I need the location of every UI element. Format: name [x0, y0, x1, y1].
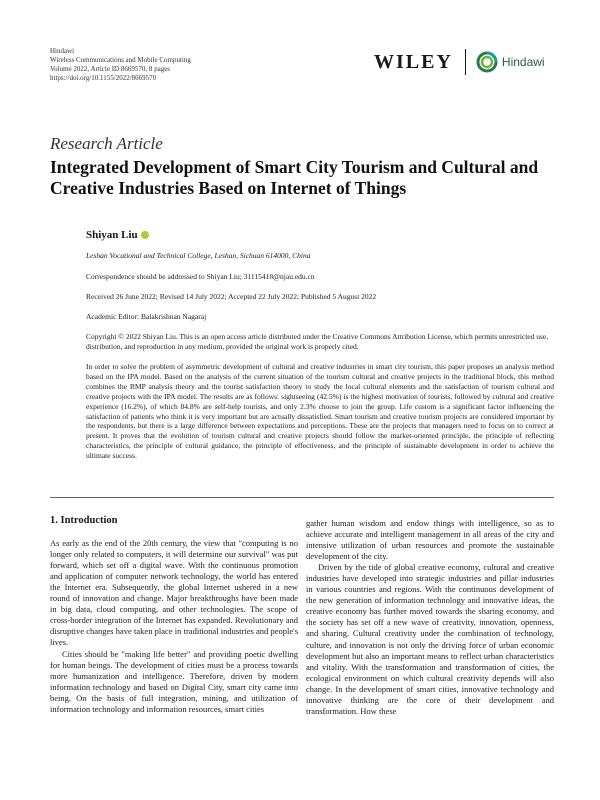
- correspondence: Correspondence should be addressed to Shiyan Liu; 31115418@njau.edu.cn: [86, 272, 315, 281]
- journal-info: [50, 47, 191, 83]
- affiliation: Leshan Vocational and Technical College, Leshan, Sichuan 614000, China: [86, 251, 311, 260]
- journal-line: Volume 2022, Article ID 8669570, 8 pages: [50, 65, 171, 73]
- logo-divider: [465, 49, 466, 75]
- hindawi-logo: Hindawi: [501, 55, 545, 69]
- publisher-logos: [374, 48, 545, 76]
- abstract: In order to solve the problem of asymmetric development of cultural and creative industries in smart city tourism, this paper proposes an analysis method based on the IPA model. Based on the analysis of the current situation of the tourism cultural and creative projects in the traditional block, this method combines the RMP analysis theory and the tourist satisfaction theory to study the local cultural elements and the satisfaction of tourism cultural and creative projects with the IPA model. The results are as follows: sightseeing (42.5%) is the highest motivation of tourists, followed by cultural and creative experience (16.2%), of which 84.8% are self-help tourists, and only 2.3% choose to join the group. Life custom is a significant factor influencing the satisfaction of patients who think it is very important but are actually dissatisfied. Smart tourism and creative tourism projects are considered important by the respondents, but there is a large difference between expectations and perceptions. These are the projects that managers need to focus on to correct at present. It proves that the evolution of tourism cultural and creative projects should follow the market-oriented principle, the principle of reflecting characteristics, the principle of cultural guidance, the principle of effectiveness, and the principle of sustainable development in order to achieve the ultimate success.: [86, 362, 554, 461]
- copyright-notice: Copyright © 2022 Shiyan Liu. This is an open access article distributed under the Creative Commons Attribution License, which permits unrestricted use, distribution, and reproduction in any medium, provided the original work is properly cited.: [86, 332, 549, 351]
- doi-link[interactable]: https://doi.org/10.1155/2022/8669570: [50, 74, 157, 82]
- academic-editor: Academic Editor: Balakrishnan Nagaraj: [86, 312, 207, 321]
- right-column: [306, 518, 554, 717]
- author: [86, 229, 149, 241]
- journal-line: Wireless Communications and Mobile Computing: [50, 56, 191, 64]
- body-paragraph: Cities should be "making life better" and providing poetic dwelling for human beings. The development of cities must be a process towards more humanization and intelligence. Therefore, driven by modern information technology and based on Digital City, smart city came into being. On the basis of full integration, mining, and utilization of information technology and information resources, smart cities: [50, 648, 298, 714]
- article-type: Research Article: [50, 134, 163, 153]
- orcid-icon[interactable]: [141, 231, 149, 239]
- left-column: [50, 515, 298, 715]
- body-paragraph: Driven by the tide of global creative economy, cultural and creative industries have developed into strategic industries and pillar industries in various countries and regions. With the continuous development of the new generation of information technology and innovative ideas, the creative economy has further moved towards the sharing economy, and the society has set off a new wave of creativity, innovation, openness, and sharing. Cultural creativity under the combination of technology, culture, and innovation is not only the driving force of urban economic development but also an important means to reflect urban characteristics and vitality. With the transformation and transformation of cities, the ecological environment on which cultural creativity depends will also change. In the development of smart cities, innovative technology and innovative thinking are the core of their development and transformation. How these: [306, 562, 554, 716]
- journal-line: Hindawi: [50, 47, 75, 55]
- section-divider: [50, 497, 554, 498]
- author-name: Shiyan Liu: [86, 229, 138, 241]
- body-paragraph: gather human wisdom and endow things with intelligence, so as to achieve accurate and intelligent management in all areas of the city and intensive utilization of urban resources and promote the sustainable development of the city.: [306, 518, 554, 562]
- section-heading: 1. Introduction: [50, 515, 118, 526]
- wiley-logo: WILEY: [374, 50, 453, 73]
- body-paragraph: As early as the end of the 20th century, the view that "computing is no longer only related to computers, it will determine our survival" was put forward, which set off a digital wave. With the continuous promotion and application of computer network technology, the world has entered the Internet era. Subsequently, the global Internet ushered in a new round of innovation and change. Major breakthroughs have been made in big data, cloud computing, and other technologies. The scope of cross-border integration of the Internet has expanded. Revolutionary and disruptive changes have taken place in traditional industries and people's lives.: [50, 538, 298, 648]
- publication-dates: Received 26 June 2022; Revised 14 July 2022; Accepted 22 July 2022; Published 5 August 2022: [86, 292, 377, 301]
- hindawi-logo-icon: [476, 51, 498, 73]
- article-title: Integrated Development of Smart City Tourism and Cultural and Creative Industries Based on Internet of Things: [50, 157, 539, 198]
